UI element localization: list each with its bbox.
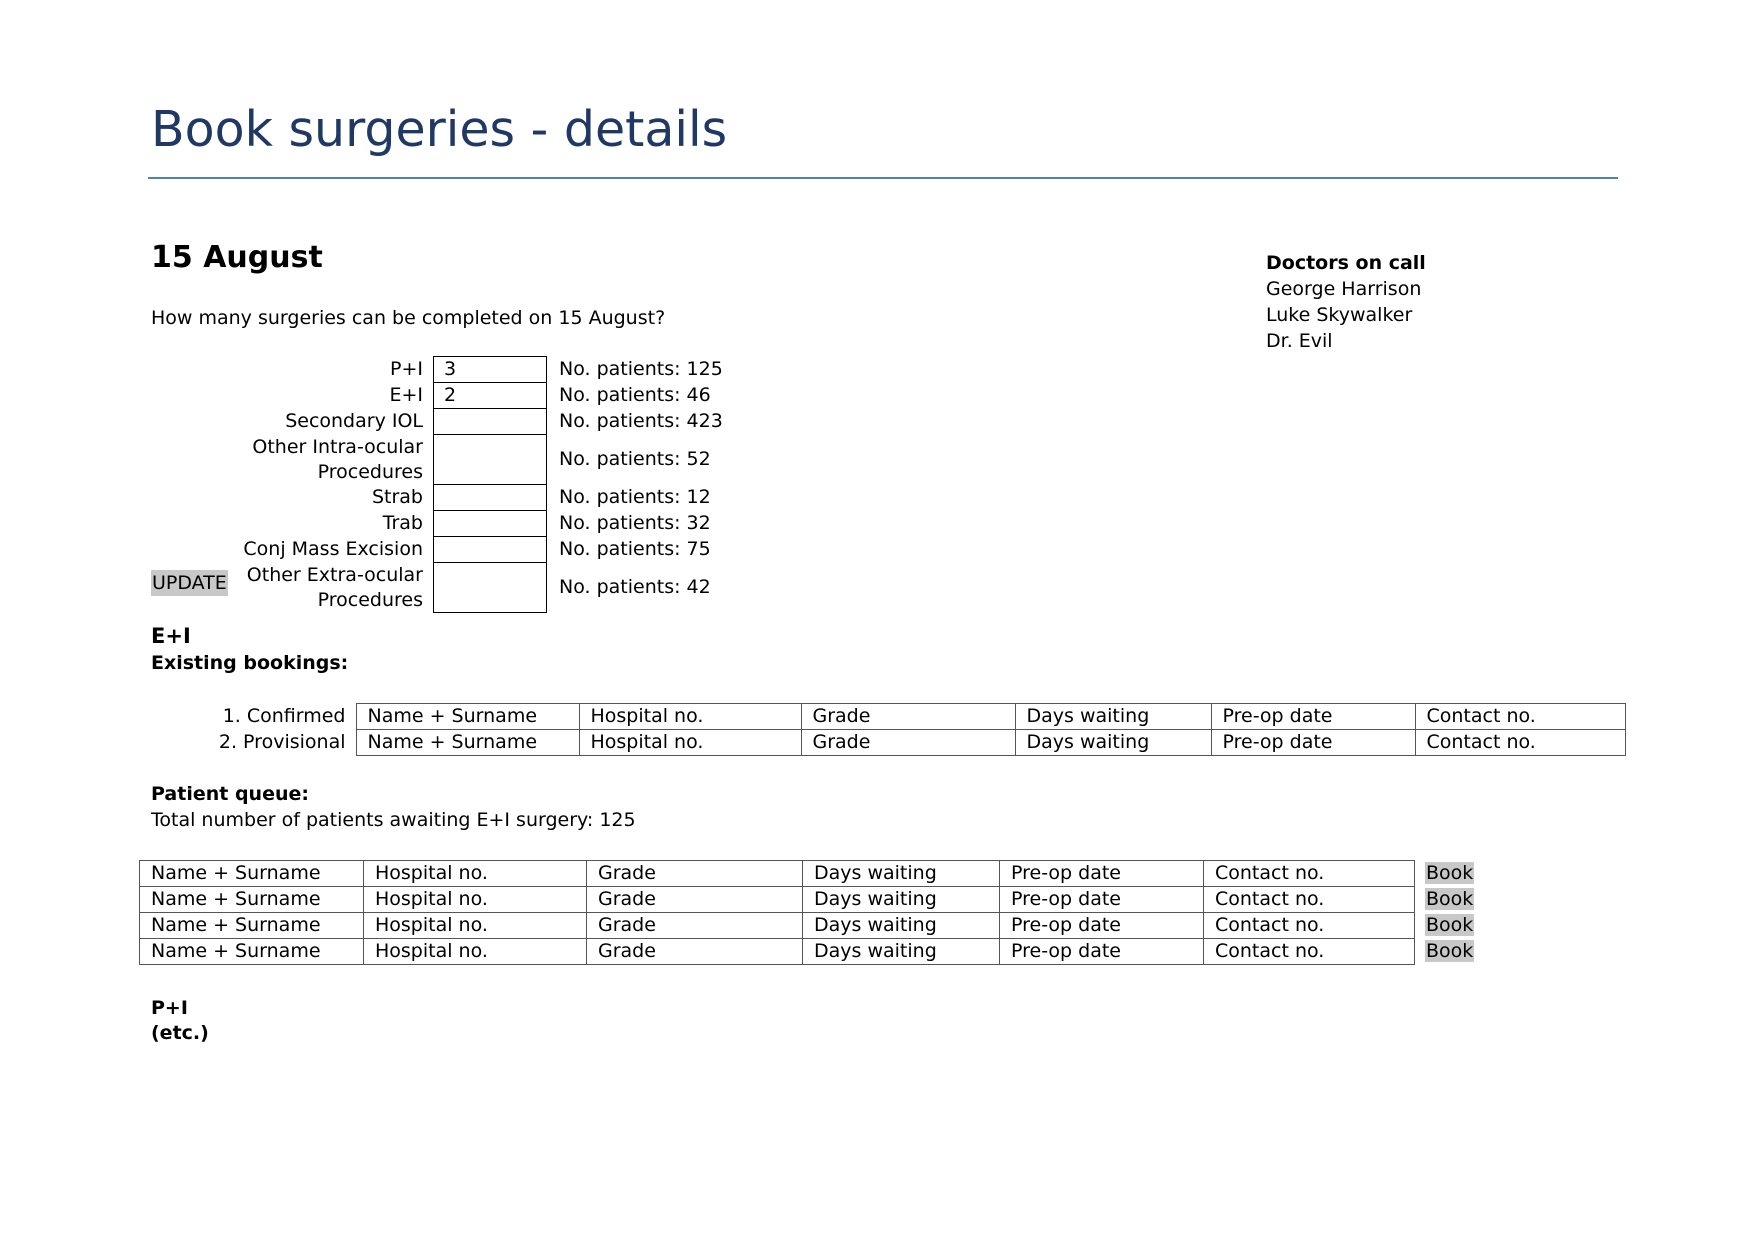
patient-count: No. patients: 75 (559, 538, 711, 560)
capacity-input[interactable]: 2 (434, 383, 547, 409)
booking-status: 2. Provisional (218, 731, 346, 753)
procedure-label: Other Extra-ocular Procedures (246, 563, 423, 611)
queue-row (140, 913, 1475, 939)
book-button[interactable]: Book (1426, 940, 1474, 962)
days-waiting: Days waiting (803, 939, 1000, 965)
patient-name: Name + Surname (356, 704, 579, 730)
capacity-input[interactable] (434, 485, 547, 511)
capacity-row (151, 383, 723, 409)
patient-name: Name + Surname (140, 939, 364, 965)
book-cell (1415, 913, 1475, 939)
preop-date: Pre-op date (1000, 887, 1204, 913)
patient-queue-table (139, 860, 1475, 965)
preop-date: Pre-op date (1000, 939, 1204, 965)
capacity-row (151, 537, 723, 563)
book-button[interactable]: Book (1426, 914, 1474, 936)
queue-row (140, 887, 1475, 913)
grade: Grade (801, 730, 1015, 756)
contact-no: Contact no. (1204, 861, 1415, 887)
update-button[interactable]: UPDATE (152, 572, 227, 594)
procedure-label: Other Intra-ocular Procedures (252, 435, 423, 483)
hospital-no: Hospital no. (364, 887, 587, 913)
capacity-input[interactable]: 3 (434, 357, 547, 383)
procedure-label: Trab (382, 512, 423, 534)
booking-status: 1. Confirmed (222, 705, 346, 727)
doctors-heading: Doctors on call (1266, 252, 1426, 274)
patient-count: No. patients: 52 (559, 448, 711, 470)
grade: Grade (587, 913, 803, 939)
capacity-input[interactable] (434, 537, 547, 563)
existing-bookings-heading: Existing bookings: (151, 652, 349, 674)
days-waiting: Days waiting (1015, 704, 1211, 730)
hospital-no: Hospital no. (364, 939, 587, 965)
patient-queue-heading: Patient queue: (151, 783, 309, 805)
procedure-label: E+I (389, 384, 423, 406)
days-waiting: Days waiting (803, 913, 1000, 939)
capacity-row (151, 563, 723, 613)
preop-date: Pre-op date (1211, 730, 1415, 756)
grade: Grade (587, 861, 803, 887)
preop-date: Pre-op date (1000, 861, 1204, 887)
doctor-name: Luke Skywalker (1266, 304, 1413, 326)
patient-name: Name + Surname (140, 887, 364, 913)
booking-row (210, 730, 1625, 756)
capacity-table (151, 356, 723, 613)
book-button[interactable]: Book (1426, 862, 1474, 884)
patient-count: No. patients: 32 (559, 512, 711, 534)
capacity-row (151, 435, 723, 485)
procedure-label: Secondary IOL (285, 410, 423, 432)
capacity-input[interactable] (434, 563, 547, 613)
hospital-no: Hospital no. (364, 861, 587, 887)
procedure-label: Conj Mass Excision (243, 538, 423, 560)
preop-date: Pre-op date (1000, 913, 1204, 939)
existing-bookings-table (210, 703, 1626, 756)
hospital-no: Hospital no. (364, 913, 587, 939)
book-cell (1415, 861, 1475, 887)
contact-no: Contact no. (1204, 939, 1415, 965)
booking-row (210, 704, 1625, 730)
capacity-question: How many surgeries can be completed on 15 August? (151, 307, 666, 329)
contact-no: Contact no. (1204, 887, 1415, 913)
capacity-row (151, 485, 723, 511)
ei-section-heading: E+I (151, 624, 191, 648)
contact-no: Contact no. (1204, 913, 1415, 939)
capacity-row (151, 511, 723, 537)
contact-no: Contact no. (1415, 730, 1625, 756)
title-divider (148, 177, 1618, 179)
grade: Grade (587, 887, 803, 913)
capacity-input[interactable] (434, 409, 547, 435)
capacity-input[interactable] (434, 511, 547, 537)
patient-count: No. patients: 423 (559, 410, 723, 432)
procedure-label: P+I (390, 358, 423, 380)
doctor-name: Dr. Evil (1266, 330, 1333, 352)
days-waiting: Days waiting (1015, 730, 1211, 756)
days-waiting: Days waiting (803, 887, 1000, 913)
doctor-name: George Harrison (1266, 278, 1422, 300)
pi-section-heading: P+I (151, 997, 188, 1019)
queue-row (140, 939, 1475, 965)
preop-date: Pre-op date (1211, 704, 1415, 730)
procedure-label: Strab (371, 486, 423, 508)
hospital-no: Hospital no. (579, 704, 801, 730)
patient-name: Name + Surname (140, 913, 364, 939)
patient-count: No. patients: 46 (559, 384, 711, 406)
patient-count: No. patients: 42 (559, 576, 711, 598)
capacity-row (151, 409, 723, 435)
patient-name: Name + Surname (356, 730, 579, 756)
patient-count: No. patients: 12 (559, 486, 711, 508)
patient-count: No. patients: 125 (559, 358, 723, 380)
book-button[interactable]: Book (1426, 888, 1474, 910)
patient-name: Name + Surname (140, 861, 364, 887)
queue-row (140, 861, 1475, 887)
grade: Grade (801, 704, 1015, 730)
date-heading: 15 August (151, 240, 323, 275)
queue-total: Total number of patients awaiting E+I surgery: 125 (151, 809, 636, 831)
page-title: Book surgeries - details (151, 101, 728, 158)
doctors-on-call (1266, 250, 1426, 354)
capacity-input[interactable] (434, 435, 547, 485)
book-cell (1415, 887, 1475, 913)
etc-note: (etc.) (151, 1022, 209, 1044)
hospital-no: Hospital no. (579, 730, 801, 756)
contact-no: Contact no. (1415, 704, 1625, 730)
book-cell (1415, 939, 1475, 965)
days-waiting: Days waiting (803, 861, 1000, 887)
grade: Grade (587, 939, 803, 965)
capacity-row (151, 357, 723, 383)
